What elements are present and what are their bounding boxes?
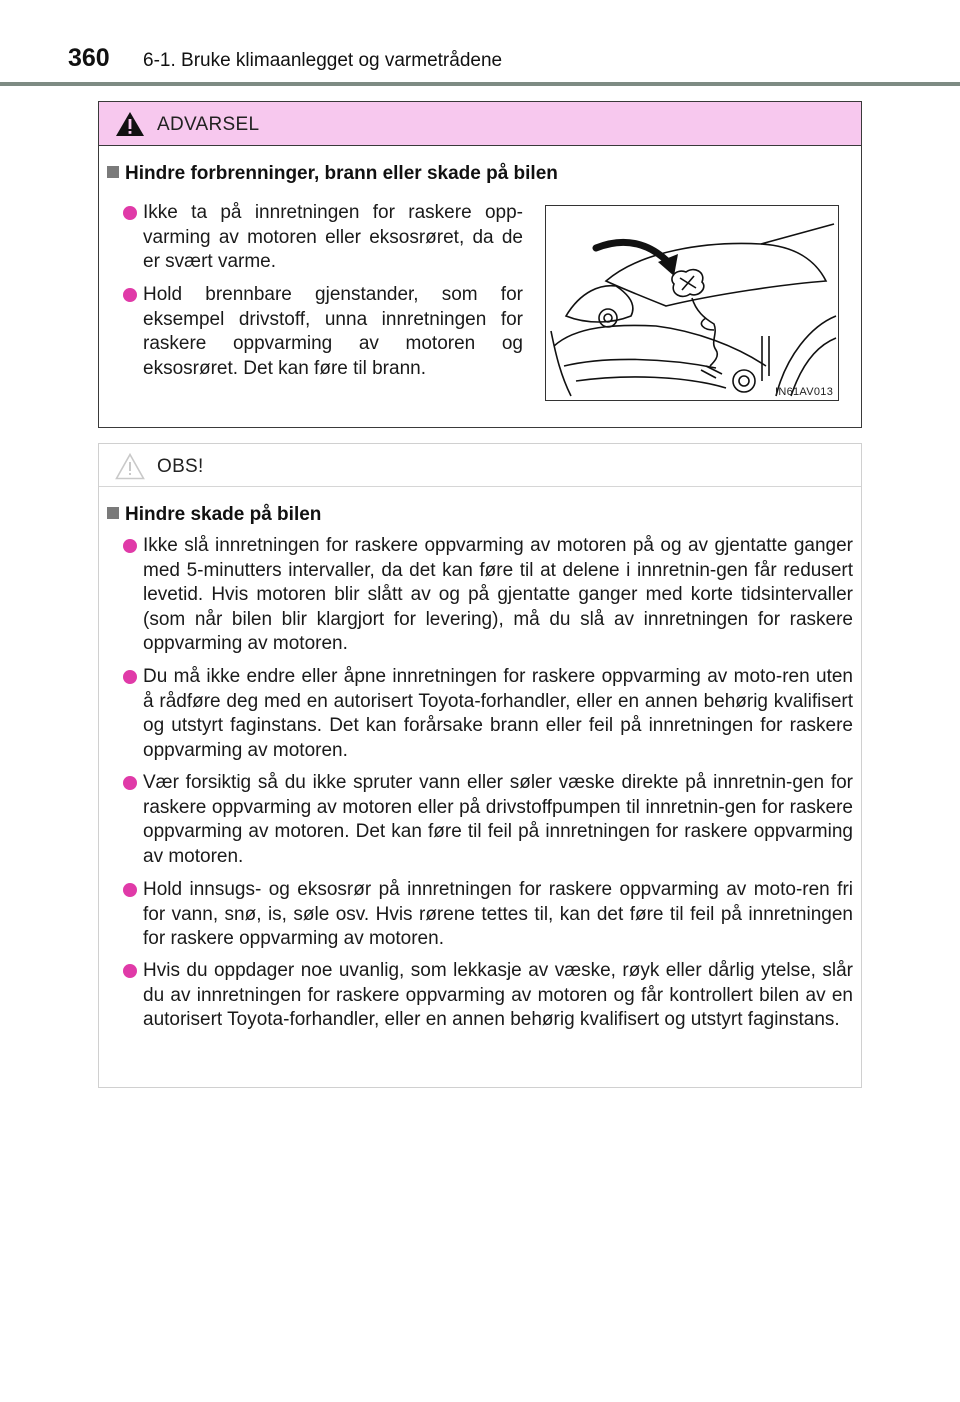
caution-bullet-2: Du må ikke endre eller åpne innretningen for raskere oppvarming av moto-ren uten å rådføre deg med en autorisert Toyota-forhandler, eller en annen behørig kvalifisert og utstyrt faginstans. Det kan forårsake brann eller feil på innretningen for raskere oppvarming av motoren. [123, 665, 853, 763]
figure-code: IN61AV013 [775, 386, 834, 398]
caution-box [98, 443, 862, 1088]
caution-section-title: Hindre skade på bilen [107, 504, 321, 526]
round-bullet-icon [123, 539, 137, 553]
warning-box [98, 101, 862, 428]
page-number: 360 [68, 44, 110, 72]
caution-box-header [99, 444, 861, 487]
caution-triangle-icon [115, 453, 145, 480]
warning-label: ADVARSEL [157, 114, 260, 135]
square-bullet-icon [107, 166, 119, 178]
chapter-title: 6-1. Bruke klimaanlegget og varmetrådene [143, 50, 503, 71]
round-bullet-icon [123, 206, 137, 220]
caution-bullet-3: Vær forsiktig så du ikke spruter vann eller søler væske direkte på innretnin-gen for raskere oppvarming av motoren eller på drivstoffpumpen til innretnin-gen for raskere oppvarming av motoren. Det kan føre til feil på innretningen for raskere oppvarming av motoren. [123, 771, 853, 869]
caution-label: OBS! [157, 456, 204, 477]
round-bullet-icon [123, 776, 137, 790]
caution-bullet-4: Hold innsugs- og eksosrør på innretningen for raskere oppvarming av moto-ren fri for vann, snø, is, søle osv. Hvis rørene tettes til, kan det føre til feil på innretningen for raskere oppvarming av motoren. [123, 878, 853, 952]
round-bullet-icon [123, 670, 137, 684]
caution-bullet-1: Ikke slå innretningen for raskere oppvarming av motoren på og av gjentatte ganger med 5-minutters intervaller, da det kan føre til at delene i innretnin-gen får redusert levetid. Hvis motoren blir slått av og på gjentatte ganger med korte tidsintervaller (som når bilen blir klargjort for levering), må du slå av innretningen for raskere oppvarming av motoren. [123, 534, 853, 657]
warning-box-header [99, 102, 861, 146]
page-header [0, 0, 960, 90]
round-bullet-icon [123, 964, 137, 978]
caution-bullet-5: Hvis du oppdager noe uvanlig, som lekkasje av væske, røyk eller dårlig ytelse, slår du av innretningen for raskere oppvarming av motoren og får kontrollert bilen av en autorisert Toyota-forhandler, eller en annen behørig kvalifisert og utstyrt faginstans. [123, 959, 853, 1033]
header-divider [0, 82, 960, 86]
car-front-drawing [546, 206, 838, 400]
engine-heater-illustration [545, 205, 839, 401]
square-bullet-icon [107, 507, 119, 519]
warning-bullet-2: Hold brennbare gjenstander, som for eksempel drivstoff, unna innretningen for raskere oppvarming av motoren og eksosrøret. Det kan føre til brann. [123, 283, 523, 381]
warning-triangle-icon [115, 111, 145, 137]
warning-bullet-1: Ikke ta på innretningen for raskere opp-varming av motoren eller eksosrøret, da de er svært varme. [123, 201, 523, 275]
round-bullet-icon [123, 883, 137, 897]
warning-section-title: Hindre forbrenninger, brann eller skade på bilen [107, 163, 558, 185]
round-bullet-icon [123, 288, 137, 302]
